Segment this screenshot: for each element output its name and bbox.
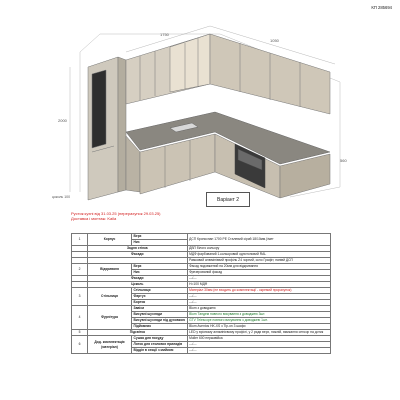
table-row: Фасади МДФ фарбований 1-кольоровий однотоновий RAL: [72, 252, 331, 258]
table-row: 2 Відкриваня Верх Фасад подовжений на 20мм для відкривання: [72, 264, 331, 270]
spec-table: [71, 233, 331, 354]
table-row: Лоток для столових приладів ---/---: [72, 342, 331, 348]
price-line-2: Доставка і монтаж: Kaila: [71, 216, 117, 221]
dim-right-top: 1050: [270, 38, 279, 43]
table-row: Низ Фрезерований фасад: [72, 270, 331, 276]
kitchen-drawing: [40, 12, 370, 202]
table-row: Рамковий алюмінієвий профіль Z4 чорний, скло Графіт, напівй ДСП: [72, 258, 331, 264]
upper-cabinets-back: [126, 34, 210, 104]
table-row: Низ: [72, 240, 331, 246]
table-row: 6 Дод. комплектація (матеріал) Сушка для посуду Muller 600 нержавійка: [72, 336, 331, 342]
table-row: Відділ в секції з мийкою ---/---: [72, 348, 331, 354]
tall-cabinet: [88, 57, 126, 200]
dim-plinth: цоколь 100: [52, 195, 71, 199]
table-row: Цоколь Н=100 МДФ: [72, 282, 331, 288]
dim-height-left: 2000: [58, 118, 67, 123]
dim-width-top: 1750: [160, 32, 169, 37]
table-row: 5 Підсвітка LED у врізному алюмінієвому профілі, у 2 ряди верх, нижній, вмикання сенсор на дотик: [72, 330, 331, 336]
variant-label: Варіант 2: [206, 192, 250, 207]
table-row: Бортик ---/---: [72, 300, 331, 306]
table-row: 3 Стільниця Стільниця Матеріал 30мм (не входить до комплектації - окремий прорахунок): [72, 288, 331, 294]
document-code: КП 285694: [371, 5, 392, 10]
price-block: [71, 211, 161, 221]
table-row: Підйомник Blum Aventos HK-XS з Tip-on 3 шафи: [72, 324, 331, 330]
dim-depth: 560: [340, 158, 347, 163]
table-row: Висувні шухляди під духовкою GTV Telescope повного висування з доводжею 1шт.: [72, 318, 331, 324]
price-line-1: Рустик кухні від 31.03.25 (перерахунок 29.03.25): [71, 211, 161, 216]
table-row: 4 Фурнітура Завіси Blum з доводжею: [72, 306, 331, 312]
table-row: Фасади ---/---: [72, 276, 331, 282]
table-row: 1 Корпус Верх ДСП Кроноспан 1700 PE Сталевий сірий 18/10мм.)/мет: [72, 234, 331, 240]
upper-cabinets-right: [210, 34, 330, 114]
table-row: Висувні шухляди Blum Тандем повного висування з доводжею 3шт.: [72, 312, 331, 318]
table-row: Фартух ---/---: [72, 294, 331, 300]
table-row: Задня стінка ДВП білого кольору: [72, 246, 331, 252]
